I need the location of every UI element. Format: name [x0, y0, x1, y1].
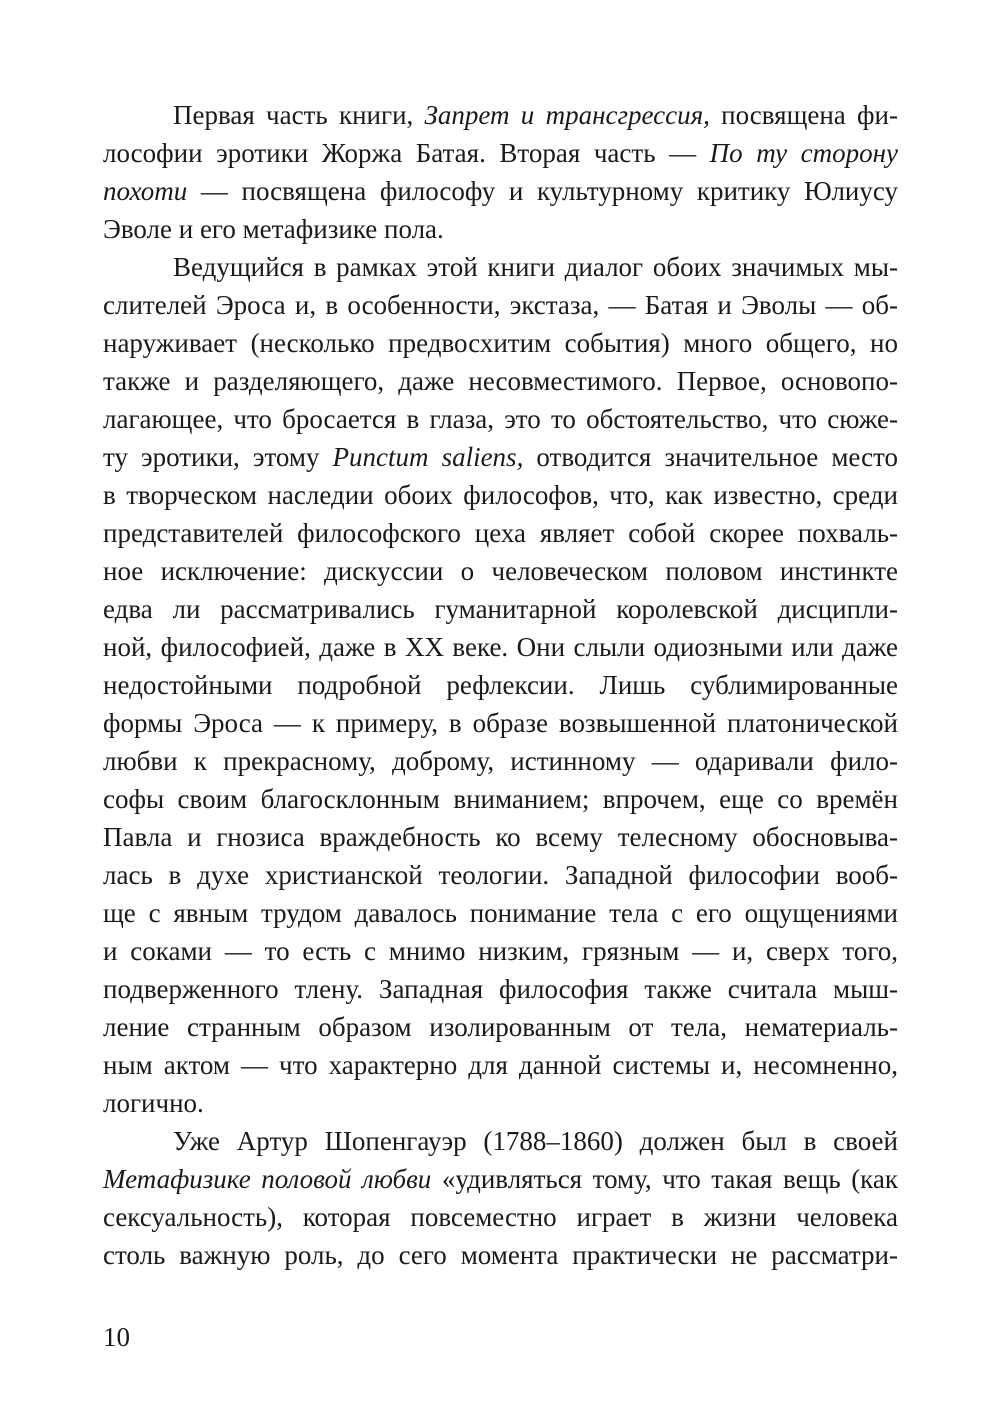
text-line [103, 666, 898, 704]
text-segment: также и разделяющего, даже несовместимого. Первое, основопо- [103, 366, 898, 396]
text-line [103, 780, 898, 818]
text-segment: софы своим благосклонным вниманием; впрочем, еще со времён [103, 784, 898, 814]
text-segment: слителей Эроса и, в особенности, экстаза, — Батая и Эволы — об- [103, 290, 898, 320]
text-segment: лагающее, что бросается в глаза, это то обстоятельство, что сюже- [103, 404, 898, 434]
text-line [103, 894, 898, 932]
text-segment: ной, философией, даже в XX веке. Они слыли одиозными или даже [103, 632, 898, 662]
text-segment: — посвящена философу и культурному критику Юлиусу [187, 176, 898, 206]
text-segment: сексуальность), которая повсеместно играет в жизни человека [103, 1202, 898, 1232]
text-line [103, 1046, 898, 1084]
text-segment: и соками — то есть с мнимо низким, грязным — и, сверх того, [103, 936, 898, 966]
italic-text: Метафизике половой любви [103, 1164, 432, 1194]
text-segment: ление странным образом изолированным от тела, нематериаль- [103, 1012, 898, 1042]
text-segment: ще с явным трудом давалось понимание тела с его ощущениями [103, 898, 898, 928]
text-line [103, 1008, 898, 1046]
text-segment: подверженного тлену. Западная философия также считала мыш- [103, 974, 898, 1004]
italic-text: Punctum saliens, [332, 442, 524, 472]
text-line [103, 172, 898, 210]
text-line [103, 438, 898, 476]
text-line [103, 1160, 898, 1198]
text-segment: отводится значительное место [523, 442, 898, 472]
text-line [103, 134, 898, 172]
body-text [103, 96, 898, 1274]
text-segment: в творческом наследии обоих философов, что, как известно, среди [103, 480, 898, 510]
text-line [103, 552, 898, 590]
text-line [103, 742, 898, 780]
text-segment: ту эротики, этому [103, 442, 333, 472]
text-segment: любви к прекрасному, доброму, истинному — одаривали фило- [103, 746, 898, 776]
text-segment: Уже Артур Шопенгауэр (1788–1860) должен был в своей [173, 1126, 898, 1156]
text-segment: «удивляться тому, что такая вещь (как [431, 1164, 898, 1194]
text-line [103, 1122, 898, 1160]
italic-text: похоти [103, 176, 188, 206]
text-line [103, 1084, 898, 1122]
text-line [103, 476, 898, 514]
page-number: 10 [103, 1322, 130, 1352]
text-segment: ным актом — что характерно для данной системы и, несомненно, [103, 1050, 898, 1080]
text-segment: Эволе и его метафизике пола. [103, 214, 444, 244]
text-segment: логично. [103, 1088, 204, 1118]
text-line [103, 96, 898, 134]
text-segment: едва ли рассматривались гуманитарной королевской дисципли- [103, 594, 898, 624]
text-line [103, 704, 898, 742]
text-segment: представителей философского цеха являет собой скорее похваль- [103, 518, 898, 548]
text-line [103, 932, 898, 970]
text-segment: Ведущийся в рамках этой книги диалог обоих значимых мы- [173, 252, 898, 282]
text-segment: наруживает (несколько предвосхитим события) много общего, но [103, 328, 898, 358]
text-line [103, 248, 898, 286]
text-segment: лософии эротики Жоржа Батая. Вторая часть — [103, 138, 710, 168]
italic-text: Запрет и трансгрессия, [424, 100, 710, 130]
text-line [103, 590, 898, 628]
text-segment: формы Эроса — к примеру, в образе возвышенной платонической [103, 708, 898, 738]
text-line [103, 970, 898, 1008]
text-line [103, 400, 898, 438]
text-segment: недостойными подробной рефлексии. Лишь сублимированные [103, 670, 898, 700]
text-line [103, 514, 898, 552]
text-segment: Первая часть книги, [173, 100, 425, 130]
text-line [103, 628, 898, 666]
text-segment: ное исключение: дискуссии о человеческом половом инстинкте [103, 556, 898, 586]
text-segment: Павла и гнозиса враждебность ко всему телесному обосновыва- [103, 822, 898, 852]
text-line [103, 818, 898, 856]
text-line [103, 210, 898, 248]
italic-text: По ту сторону [709, 138, 898, 168]
text-segment: столь важную роль, до сего момента практически не рассматри- [103, 1240, 898, 1270]
text-line [103, 362, 898, 400]
text-line [103, 1198, 898, 1236]
text-line [103, 1236, 898, 1274]
text-line [103, 286, 898, 324]
text-segment: посвящена фи- [709, 100, 898, 130]
text-line [103, 856, 898, 894]
text-segment: лась в духе христианской теологии. Западной философии вооб- [103, 860, 898, 890]
text-line [103, 324, 898, 362]
